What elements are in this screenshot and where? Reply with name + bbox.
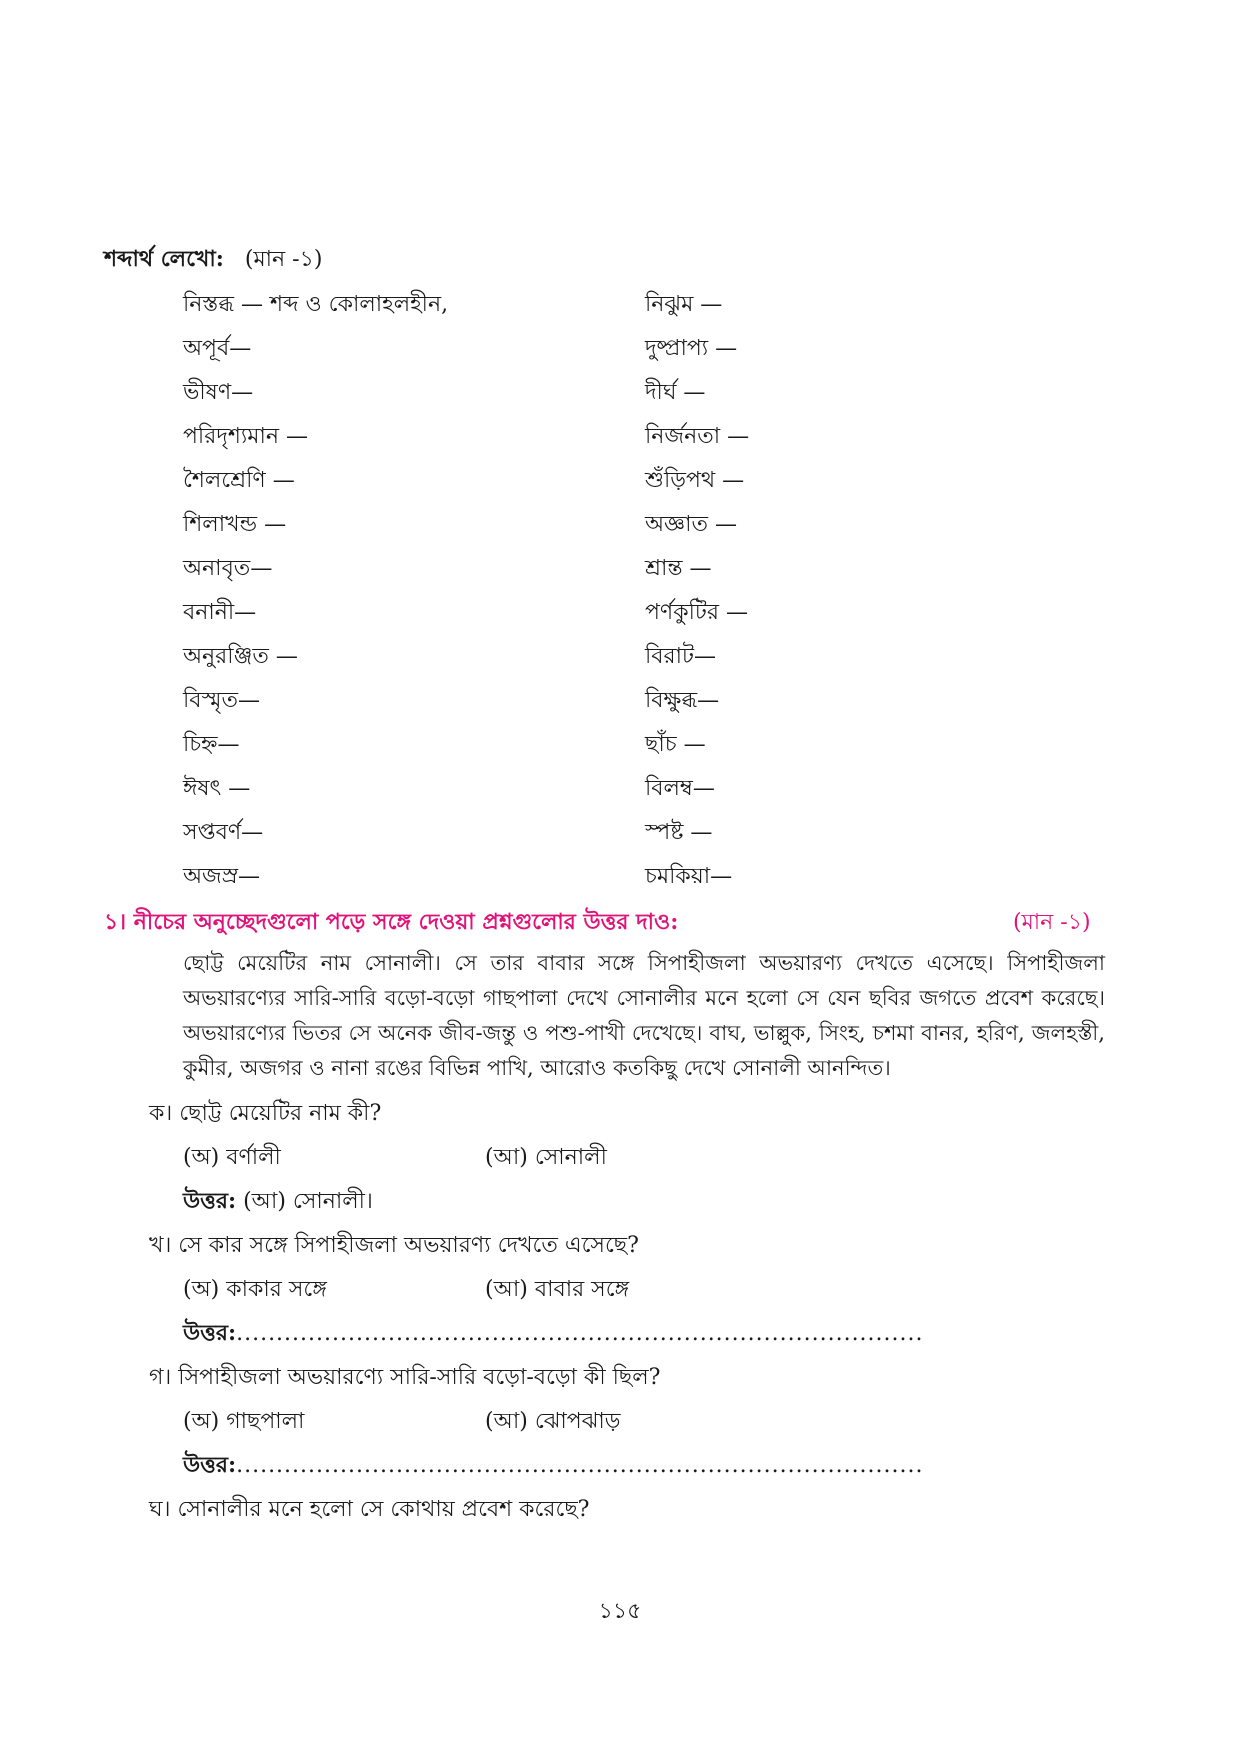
vocab-item: অজ্ঞাত —: [645, 512, 737, 537]
option-a: (অ) বর্ণালী: [183, 1145, 281, 1170]
question-kha: খ। সে কার সঙ্গে সিপাহীজলা অভয়ারণ্য দেখতে এসেছে?: [149, 1233, 639, 1258]
vocab-item: ভীষণ—: [183, 380, 254, 405]
vocab-item: বিক্ষুব্ধ—: [645, 688, 720, 713]
vocab-item: অজস্র—: [183, 864, 261, 889]
vocab-item: শুঁড়িপথ —: [645, 468, 745, 493]
vocab-item: চমকিয়া—: [645, 864, 733, 889]
vocab-item: শৈলশ্রেণি —: [183, 468, 295, 493]
vocab-item: শিলাখন্ড —: [183, 512, 287, 537]
vocab-heading: শব্দার্থ লেখো:: [104, 246, 224, 272]
answer-blank: ......................................................................................: [236, 1453, 924, 1478]
vocab-item: শ্রান্ত —: [645, 556, 712, 581]
vocab-item: দুষ্প্রাপ্য —: [645, 336, 738, 361]
vocab-item: নিঝুম —: [645, 292, 723, 317]
vocab-item: দীর্ঘ —: [645, 380, 706, 405]
answer-blank: ......................................................................................: [236, 1321, 924, 1346]
answer-label: উত্তর:: [183, 1188, 237, 1214]
vocab-item: বনানী—: [183, 600, 257, 625]
answer-label: উত্তর:: [183, 1452, 237, 1478]
vocab-item: অপূর্ব—: [183, 336, 252, 361]
page-number: ১১৫: [598, 1599, 642, 1624]
question-marks: (মান -১): [1013, 910, 1091, 935]
vocab-marks: (মান -১): [244, 247, 323, 272]
vocab-item: সপ্তবর্ণ—: [183, 820, 264, 845]
option-b: (আ) সোনালী: [485, 1145, 607, 1170]
answer-line: [183, 1184, 373, 1221]
vocab-item: অনুরঞ্জিত —: [183, 644, 298, 669]
vocab-item: নিস্তব্ধ — শব্দ ও কোলাহলহীন,: [183, 292, 449, 317]
passage-paragraph: ছোট্ট মেয়েটির নাম সোনালী। সে তার বাবার সঙ্গে সিপাহীজলা অভয়ারণ্য দেখতে এসেছে। সিপাহীজলা অভয়ারণ্যের সারি-সারি বড়ো-বড়ো গাছপালা দেখে সোনালীর মনে হলো সে যেন ছবির জগতে প্রবেশ করেছে। অভয়ারণ্যের ভিতর সে অনেক জীব-জন্তু ও পশু-পাখী দেখেছে। বাঘ, ভাল্লুক, সিংহ, চশমা বানর, হরিণ, জলহস্তী, কুমীর, অজগর ও নানা রঙের বিভিন্ন পাখি, আরোও কতকিছু দেখে সোনালী আনন্দিত।: [183, 951, 1105, 1080]
vocab-item: চিহ্ন—: [183, 732, 240, 757]
answer-label: উত্তর:: [183, 1320, 237, 1346]
answer-line: [183, 1448, 924, 1485]
vocab-item: অনাবৃত—: [183, 556, 273, 581]
option-a: (অ) কাকার সঙ্গে: [183, 1277, 327, 1302]
answer-line: [183, 1316, 924, 1353]
vocab-item: পর্ণকুটির —: [645, 600, 749, 625]
option-a: (অ) গাছপালা: [183, 1409, 305, 1434]
option-b: (আ) ঝোপঝাড়: [485, 1409, 621, 1434]
vocab-item: বিলম্ব—: [645, 776, 715, 801]
vocab-heading-row: [104, 242, 322, 279]
vocab-item: ঈষৎ —: [183, 776, 251, 801]
vocab-item: পরিদৃশ্যমান —: [183, 424, 309, 449]
option-b: (আ) বাবার সঙ্গে: [485, 1277, 630, 1302]
vocab-item: বিস্মৃত—: [183, 688, 260, 713]
question-ga: গ। সিপাহীজলা অভয়ারণ্যে সারি-সারি বড়ো-বড়ো কী ছিল?: [149, 1365, 661, 1390]
vocab-item: স্পষ্ট —: [645, 820, 713, 845]
question-heading: ১। নীচের অনুচ্ছেদগুলো পড়ে সঙ্গে দেওয়া প্রশ্নগুলোর উত্তর দাও:: [104, 909, 679, 935]
question-gha: ঘ। সোনালীর মনে হলো সে কোথায় প্রবেশ করেছে?: [149, 1497, 590, 1522]
answer-text: (আ) সোনালী।: [236, 1189, 373, 1214]
vocab-item: বিরাট—: [645, 644, 717, 669]
question-ka: ক। ছোট্ট মেয়েটির নাম কী?: [149, 1101, 382, 1126]
vocab-item: নির্জনতা —: [645, 424, 750, 449]
vocab-item: ছাঁচ —: [645, 732, 706, 757]
